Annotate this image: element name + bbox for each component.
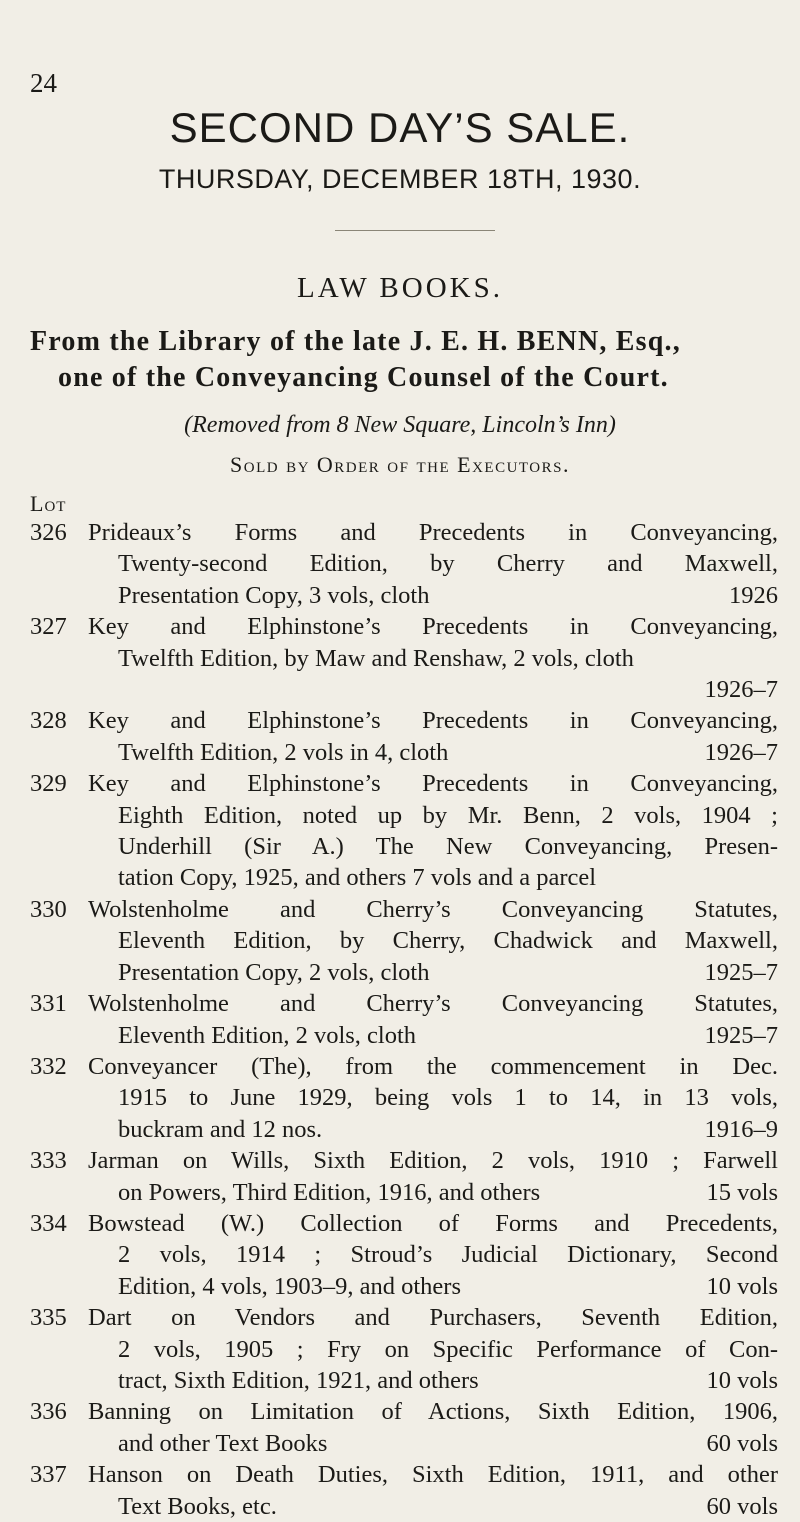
lot-line: Key and Elphinstone’s Precedents in Conveyancing, xyxy=(88,770,778,798)
lot-description xyxy=(88,611,778,705)
lot-line: 1915 to June 1929, being vols 1 to 14, in 13 vols, xyxy=(118,1084,778,1112)
lot-description xyxy=(88,1396,778,1459)
lot-line: Presentation Copy, 2 vols, cloth xyxy=(118,958,430,986)
lot-line: Banning on Limitation of Actions, Sixth Edition, 1906, xyxy=(88,1398,778,1426)
lot-number: 337 xyxy=(30,1461,67,1489)
lot-description xyxy=(88,768,778,894)
lot-description xyxy=(88,988,778,1051)
lot-date: 1916–9 xyxy=(704,1115,778,1143)
lot-description xyxy=(88,705,778,768)
lot-description xyxy=(88,1208,778,1302)
lot-description xyxy=(88,1459,778,1522)
lot-description xyxy=(88,894,778,988)
lot-date: 10 vols xyxy=(706,1272,778,1300)
lot-line: Twelfth Edition, 2 vols in 4, cloth xyxy=(118,738,449,766)
sold-by-note: Sold by Order of the Executors. xyxy=(230,452,570,477)
lot-line: Key and Elphinstone’s Precedents in Conveyancing, xyxy=(88,707,778,735)
lot-line: Twelfth Edition, by Maw and Renshaw, 2 vols, cloth xyxy=(118,644,634,672)
lot-number: 333 xyxy=(30,1147,67,1175)
lot-date: 60 vols xyxy=(706,1429,778,1457)
lot-line: Underhill (Sir A.) The New Conveyancing, Presen- xyxy=(118,833,778,861)
lot-description xyxy=(88,1145,778,1208)
lot-description xyxy=(88,1051,778,1145)
lot-line: Dart on Vendors and Purchasers, Seventh Edition, xyxy=(88,1304,778,1332)
lot-entry xyxy=(30,1051,778,1145)
lot-date: 1925–7 xyxy=(704,958,778,986)
removed-note: (Removed from 8 New Square, Lincoln’s Inn) xyxy=(184,412,616,438)
lot-column-heading: Lot xyxy=(30,491,67,516)
lot-entry xyxy=(30,1208,778,1302)
lot-line: Edition, 4 vols, 1903–9, and others xyxy=(118,1272,461,1300)
lot-entry xyxy=(30,705,778,768)
lot-entry xyxy=(30,1145,778,1208)
lot-line: and other Text Books xyxy=(118,1429,328,1457)
lot-number: 326 xyxy=(30,519,67,546)
lot-entry xyxy=(30,988,778,1051)
provenance-line-1: From the Library of the late J. E. H. BENN, Esq., xyxy=(30,326,681,357)
lot-line: tract, Sixth Edition, 1921, and others xyxy=(118,1366,479,1394)
lot-line: Presentation Copy, 3 vols, cloth xyxy=(118,581,430,609)
lot-line: 2 vols, 1914 ; Stroud’s Judicial Dictionary, Second xyxy=(118,1241,778,1269)
lot-entry xyxy=(30,1396,778,1459)
lot-line: Jarman on Wills, Sixth Edition, 2 vols, 1910 ; Farwell xyxy=(88,1147,778,1175)
lot-line: 2 vols, 1905 ; Fry on Specific Performance of Con- xyxy=(118,1335,778,1363)
lot-date: 1926 xyxy=(729,581,778,609)
lot-entry xyxy=(30,894,778,988)
lot-number: 327 xyxy=(30,613,67,641)
lot-line: buckram and 12 nos. xyxy=(118,1115,323,1143)
lot-entry xyxy=(30,1302,778,1396)
divider-rule xyxy=(335,230,495,231)
sale-date: THURSDAY, DECEMBER 18TH, 1930. xyxy=(158,164,642,194)
lot-line: Text Books, etc. xyxy=(118,1492,277,1520)
lot-date: 1925–7 xyxy=(704,1021,778,1049)
lot-number: 336 xyxy=(30,1398,67,1426)
lot-description xyxy=(88,1302,778,1396)
lot-number: 329 xyxy=(30,770,67,798)
lot-number: 331 xyxy=(30,990,67,1018)
lot-number: 332 xyxy=(30,1052,67,1080)
lot-line: Eleventh Edition, 2 vols, cloth xyxy=(118,1021,417,1049)
lot-line: Conveyancer (The), from the commencement in Dec. xyxy=(88,1052,778,1080)
lot-line: Bowstead (W.) Collection of Forms and Precedents, xyxy=(88,1209,778,1237)
lot-date: 1926–7 xyxy=(704,676,778,704)
lot-line: Wolstenholme and Cherry’s Conveyancing Statutes, xyxy=(88,990,778,1018)
sale-title: SECOND DAY’S SALE. xyxy=(169,104,631,151)
lot-line: tation Copy, 1925, and others 7 vols and a parcel xyxy=(118,864,597,892)
section-title: LAW BOOKS. xyxy=(297,272,503,304)
lot-line: Prideaux’s Forms and Precedents in Conveyancing, xyxy=(88,519,778,546)
lot-description xyxy=(88,517,778,611)
provenance xyxy=(30,324,774,396)
lot-entry xyxy=(30,517,778,611)
lot-line: Wolstenholme and Cherry’s Conveyancing Statutes, xyxy=(88,895,778,923)
lot-entry xyxy=(30,1459,778,1522)
lot-number: 334 xyxy=(30,1209,67,1237)
page-number: 24 xyxy=(30,68,57,98)
lot-date: 15 vols xyxy=(706,1178,778,1206)
lot-line: Hanson on Death Duties, Sixth Edition, 1911, and other xyxy=(88,1461,778,1489)
lot-date: 1926–7 xyxy=(704,738,778,766)
lot-date: 60 vols xyxy=(706,1492,778,1520)
lot-date: 10 vols xyxy=(706,1366,778,1394)
lot-list xyxy=(30,517,778,1522)
lot-line: Eighth Edition, noted up by Mr. Benn, 2 vols, 1904 ; xyxy=(118,801,778,829)
lot-line: Key and Elphinstone’s Precedents in Conveyancing, xyxy=(88,613,778,641)
lot-number: 335 xyxy=(30,1304,67,1332)
lot-line: Eleventh Edition, by Cherry, Chadwick and Maxwell, xyxy=(118,927,778,955)
provenance-line-2: one of the Conveyancing Counsel of the Court. xyxy=(58,362,669,393)
lot-line: Twenty-second Edition, by Cherry and Maxwell, xyxy=(118,550,778,578)
lot-line: on Powers, Third Edition, 1916, and others xyxy=(118,1178,541,1206)
lot-entry xyxy=(30,768,778,894)
lot-number: 328 xyxy=(30,707,67,735)
lot-entry xyxy=(30,611,778,705)
lot-number: 330 xyxy=(30,895,67,923)
